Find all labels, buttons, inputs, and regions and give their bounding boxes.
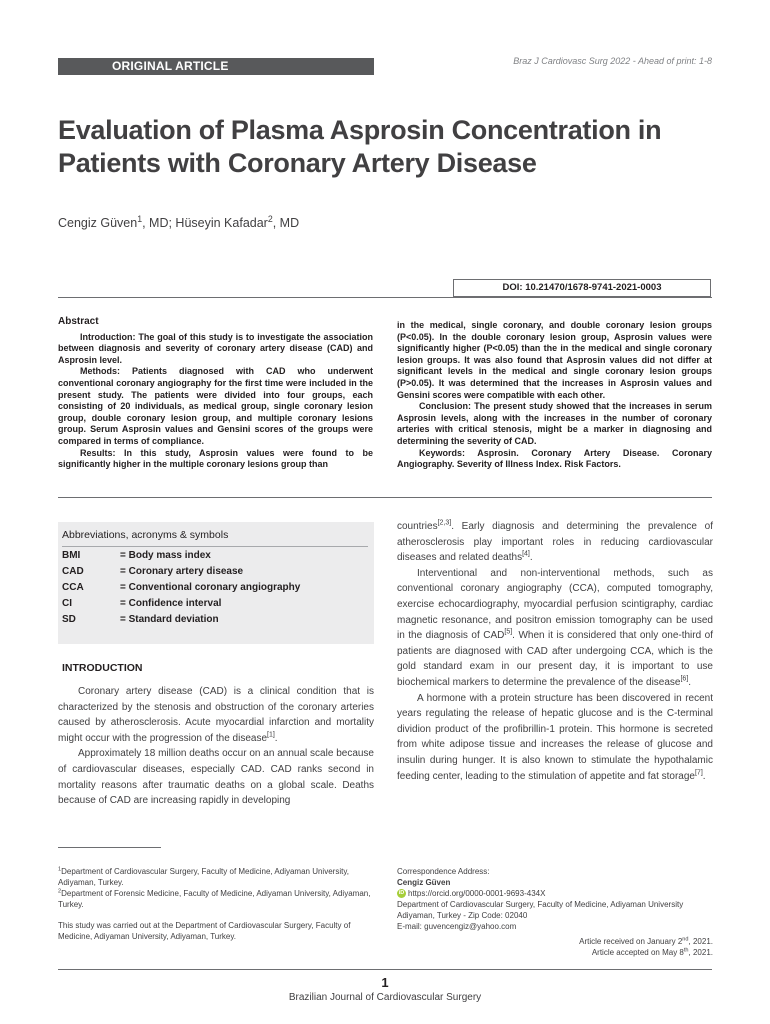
footnote-text: Department of Forensic Medicine, Faculty of Medicine, Adiyaman University, Adiyaman, Turkey.	[58, 889, 371, 909]
abstract-conclusion-label: Conclusion:	[419, 401, 471, 412]
abbreviation-code: CCA	[62, 582, 84, 593]
abstract-keywords-text: Asprosin. Coronary Artery Disease. Coronary Angiography. Severity of Illness Index. Risk Factors.	[397, 447, 712, 470]
date-text: , 2021.	[688, 948, 713, 957]
introduction-paragraph-2: Approximately 18 million deaths occur on an annual scale because of cardiovascular diseases, especially CAD. CAD ranks second in mortality reasons after traumatic deaths on a global scale. Deaths because of CAD are increasing rapidly in developing	[58, 748, 374, 807]
affiliation-1	[58, 866, 374, 888]
introduction-right-column	[397, 519, 713, 784]
paragraph-text: Coronary artery disease (CAD) is a clinical condition that is characterized by the stenosis and obstruction of the coronary arteries caused by atherosclerosis. Acute myocardial infarction and mortality might occur with the progression of the disease	[58, 686, 374, 744]
abbreviation-row	[62, 566, 243, 577]
reference-link[interactable]: [7]	[694, 769, 703, 777]
reference-link[interactable]: [1]	[267, 731, 275, 739]
introduction-heading: INTRODUCTION	[62, 662, 143, 674]
abstract-heading: Abstract	[58, 316, 99, 327]
correspondence-department: Department of Cardiovascular Surgery, Faculty of Medicine, Adiyaman University	[397, 900, 684, 909]
abbreviation-desc: = Body mass index	[120, 550, 211, 561]
footnote-marker: 1	[58, 866, 62, 873]
abstract-conclusion	[397, 401, 712, 447]
date-text: Article accepted on May 8	[591, 948, 684, 957]
reference-link[interactable]: [5]	[504, 628, 513, 636]
affiliation-2	[58, 888, 374, 910]
reference-link[interactable]: [2,3]	[437, 519, 452, 527]
page-number: 1	[381, 975, 389, 990]
paragraph-end: .	[688, 676, 692, 688]
abbreviation-row	[62, 614, 219, 625]
abstract-introduction	[58, 332, 373, 367]
correspondence-label: Correspondence Address:	[397, 867, 490, 876]
abbreviation-code: CAD	[62, 566, 84, 577]
abstract-results-label: Results:	[80, 447, 116, 458]
abstract-keywords	[397, 448, 712, 471]
paragraph-end: .	[529, 552, 533, 564]
date-suffix: nd	[682, 936, 689, 943]
paragraph-end: .	[274, 732, 278, 744]
introduction-paragraph-2-continued	[397, 519, 713, 566]
abstract-bottom-rule	[58, 497, 712, 498]
abstract-results	[58, 448, 373, 471]
author-1-name: Cengiz Güven	[58, 216, 138, 230]
correspondence-address: Adiyaman, Turkey - Zip Code: 02040	[397, 911, 528, 920]
doi-box[interactable]: DOI: 10.21470/1678-9741-2021-0003	[453, 279, 711, 297]
abbreviation-row	[62, 598, 221, 609]
study-location-note: This study was carried out at the Department of Cardiovascular Surgery, Faculty of Medicine, Adiyaman University, Adiyaman, Turkey.	[58, 921, 351, 941]
footer-rule	[58, 969, 712, 970]
paragraph-text: Interventional and non-interventional methods, such as conventional coronary angiography (CCA), computed tomography, exercise echocardiography, myocardial perfusion scintigraphy, cardiac magnetic resonance, and positron emission tomography can be used in the diagnosis of CAD	[397, 567, 713, 642]
orcid-icon: iD	[398, 890, 405, 897]
abstract-results-continued: in the medical, single coronary, and double coronary lesion groups (P<0.05). In the double coronary lesion group, Asprosin values were significantly higher (P<0.05) than the in the medical and single coronary lesion groups. It was also found that Asprosin values did not differ at significant levels in the medical and single coronary lesion groups (P>0.05). It was determined that the increases in Asprosin values and Gensini scores were compatible with each other.	[397, 320, 712, 400]
abstract-right-column	[397, 320, 712, 471]
paragraph-end: .	[702, 770, 706, 782]
footnote-rule	[58, 847, 161, 848]
article-title-line-1: Evaluation of Plasma Asprosin Concentration in	[58, 115, 662, 145]
footnote-text: Department of Cardiovascular Surgery, Faculty of Medicine, Adiyaman University, Adiyaman, Turkey.	[58, 867, 349, 887]
paragraph-text: countries	[397, 521, 438, 532]
abbreviation-desc: = Confidence interval	[120, 598, 222, 609]
reference-link[interactable]: [4]	[522, 550, 530, 558]
article-title-line-2: Patients with Coronary Artery Disease	[58, 148, 537, 178]
abstract-conclusion-text: The present study showed that the increases in serum Asprosin levels, along with the increases in the number of coronary arteries with critical stenosis, might be a marker in diagnosing and determining the severity of CAD.	[397, 401, 712, 446]
reference-link[interactable]: [6]	[680, 675, 689, 683]
article-type-tag: ORIGINAL ARTICLE	[58, 58, 374, 75]
correspondence-email[interactable]: E-mail: guvencengiz@yahoo.com	[397, 922, 517, 931]
abbreviation-desc: = Conventional coronary angiography	[120, 582, 301, 593]
author-1-affiliation: 1	[137, 213, 143, 224]
introduction-paragraph-3	[397, 566, 713, 691]
abbreviation-code: CI	[62, 598, 72, 609]
abbreviations-title: Abbreviations, acronyms & symbols	[62, 529, 229, 541]
article-accepted-date	[397, 947, 713, 958]
abstract-intro-text: The goal of this study is to investigate the association between diagnosis and severity of coronary artery disease (CAD) and Asprosin level.	[58, 331, 373, 365]
abstract-results-text: In this study, Asprosin values were found to be significantly higher in the multiple coronary lesions group than	[58, 447, 373, 470]
orcid-line	[397, 888, 713, 899]
abbreviation-row	[62, 582, 300, 593]
journal-citation: Braz J Cardiovasc Surg 2022 - Ahead of print: 1-8	[513, 56, 712, 66]
abbreviations-divider	[62, 546, 368, 547]
correspondence-block	[397, 866, 713, 958]
abstract-methods-label: Methods:	[80, 366, 120, 377]
abbreviation-desc: = Standard deviation	[120, 614, 219, 625]
abstract-keywords-label: Keywords:	[419, 447, 466, 458]
author-list	[58, 213, 300, 230]
introduction-left-column	[58, 684, 374, 809]
article-received-date	[397, 936, 713, 947]
doi-rule	[58, 297, 712, 298]
article-title	[58, 114, 718, 180]
orcid-link[interactable]: https://orcid.org/0000-0001-9693-434X	[408, 889, 546, 898]
abbreviation-code: SD	[62, 614, 76, 625]
affiliation-footnotes	[58, 866, 374, 942]
abbreviation-row	[62, 550, 211, 561]
abbreviation-desc: = Coronary artery disease	[120, 566, 244, 577]
abstract-methods	[58, 366, 373, 447]
paragraph-text: . When it is considered that only one-third of patients are diagnosed with CAD after undergoing CCA, which is the gold standard exam in our present day, it is important to use biochemical markers to determine the prevalence of the disease	[397, 630, 713, 688]
date-text: , 2021.	[688, 937, 713, 946]
abstract-methods-text: Patients diagnosed with CAD who underwent conventional coronary angiography for the first time were included in the present study. The patients were divided into four groups, each consisting of 20 individuals, as medical group, single coronary lesion group, double coronary lesion group, and multiple coronary lesions group. Serum Asprosin values and Gensini scores of the groups were compared in terms of compliance.	[58, 366, 373, 446]
paragraph-text: A hormone with a protein structure has been discovered in recent years regulating the release of hepatic glucose and is the C-terminal dividion product of the profibrillin-1 protein. This hormone is secreted from white adipose tissue and increases the release of glucose and insulin during hunger. It is also known to stimulate the hypothalamic feeding center, leading to the stimulation of appetite and fat storage	[397, 692, 713, 782]
abstract-left-column	[58, 316, 373, 471]
introduction-paragraph-1	[58, 684, 374, 746]
author-2-suffix: , MD	[272, 216, 300, 230]
journal-name: Brazilian Journal of Cardiovascular Surgery	[288, 992, 482, 1003]
correspondence-name: Cengiz Güven	[397, 878, 451, 887]
introduction-paragraph-4	[397, 691, 713, 785]
abstract-intro-label: Introduction:	[80, 331, 136, 342]
paragraph-text: . Early diagnosis and determining the prevalence of atherosclerosis play important roles in reducing cardiovascular diseases and related deaths	[397, 521, 713, 564]
date-suffix: th	[683, 947, 689, 954]
abbreviation-code: BMI	[62, 550, 81, 561]
author-2-affiliation: 2	[267, 213, 273, 224]
footnote-marker: 2	[58, 888, 62, 895]
author-2-name: , MD; Hüseyin Kafadar	[142, 216, 268, 230]
date-text: Article received on January 2	[579, 937, 683, 946]
